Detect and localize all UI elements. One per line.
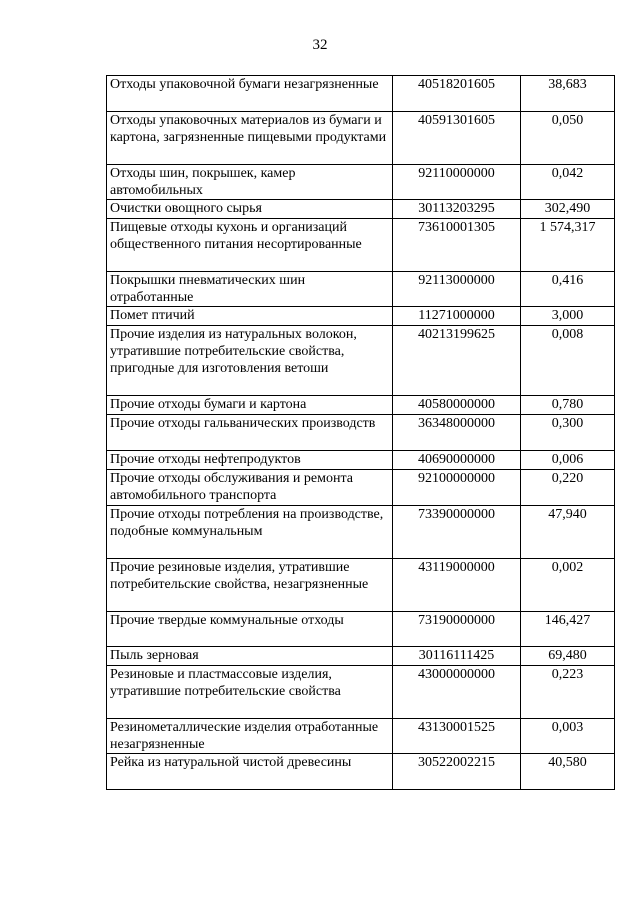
waste-qty-cell: 0,006 xyxy=(521,451,615,470)
waste-name-cell: Прочие твердые коммунальные отходы xyxy=(107,612,393,647)
waste-code-cell: 30113203295 xyxy=(393,200,521,219)
table-row xyxy=(107,76,615,112)
waste-name-cell: Пыль зерновая xyxy=(107,647,393,666)
waste-code-cell: 43119000000 xyxy=(393,559,521,612)
table-row xyxy=(107,451,615,470)
waste-qty-cell: 0,008 xyxy=(521,326,615,396)
waste-qty-cell: 3,000 xyxy=(521,307,615,326)
waste-name-cell: Резиновые и пластмассовые изделия, утратившие потребительские свойства xyxy=(107,666,393,719)
table-row xyxy=(107,666,615,719)
table-row xyxy=(107,754,615,790)
waste-code-cell: 30522002215 xyxy=(393,754,521,790)
table-row xyxy=(107,272,615,307)
waste-code-cell: 92100000000 xyxy=(393,470,521,506)
waste-qty-cell: 0,220 xyxy=(521,470,615,506)
waste-name-cell: Прочие отходы обслуживания и ремонта автомобильного транспорта xyxy=(107,470,393,506)
table-row xyxy=(107,396,615,415)
waste-name-cell: Прочие отходы нефтепродуктов xyxy=(107,451,393,470)
waste-code-cell: 43130001525 xyxy=(393,719,521,754)
table-row xyxy=(107,112,615,165)
waste-qty-cell: 47,940 xyxy=(521,506,615,559)
waste-name-cell: Очистки овощного сырья xyxy=(107,200,393,219)
waste-name-cell: Прочие отходы потребления на производстве, подобные коммунальным xyxy=(107,506,393,559)
waste-qty-cell: 0,050 xyxy=(521,112,615,165)
waste-name-cell: Прочие отходы бумаги и картона xyxy=(107,396,393,415)
waste-qty-cell: 0,042 xyxy=(521,165,615,200)
waste-name-cell: Отходы упаковочных материалов из бумаги и картона, загрязненные пищевыми продуктами xyxy=(107,112,393,165)
waste-qty-cell: 0,223 xyxy=(521,666,615,719)
table-row xyxy=(107,165,615,200)
waste-code-cell: 43000000000 xyxy=(393,666,521,719)
waste-name-cell: Прочие отходы гальванических производств xyxy=(107,415,393,451)
waste-code-cell: 36348000000 xyxy=(393,415,521,451)
table-row xyxy=(107,506,615,559)
table-row xyxy=(107,307,615,326)
page-number: 32 xyxy=(312,37,328,53)
table-row xyxy=(107,415,615,451)
waste-code-cell: 40690000000 xyxy=(393,451,521,470)
waste-code-cell: 30116111425 xyxy=(393,647,521,666)
waste-name-cell: Рейка из натуральной чистой древесины xyxy=(107,754,393,790)
waste-name-cell: Прочие резиновые изделия, утратившие потребительские свойства, незагрязненные xyxy=(107,559,393,612)
table-row xyxy=(107,559,615,612)
waste-qty-cell: 302,490 xyxy=(521,200,615,219)
waste-name-cell: Резинометаллические изделия отработанные незагрязненные xyxy=(107,719,393,754)
waste-qty-cell: 0,416 xyxy=(521,272,615,307)
waste-qty-cell: 1 574,317 xyxy=(521,219,615,272)
waste-code-cell: 40518201605 xyxy=(393,76,521,112)
waste-name-cell: Отходы упаковочной бумаги незагрязненные xyxy=(107,76,393,112)
waste-qty-cell: 38,683 xyxy=(521,76,615,112)
waste-name-cell: Покрышки пневматических шин отработанные xyxy=(107,272,393,307)
waste-name-cell: Отходы шин, покрышек, камер автомобильных xyxy=(107,165,393,200)
waste-table xyxy=(106,75,615,790)
waste-code-cell: 40213199625 xyxy=(393,326,521,396)
waste-name-cell: Пищевые отходы кухонь и организаций общественного питания несортированные xyxy=(107,219,393,272)
waste-code-cell: 40591301605 xyxy=(393,112,521,165)
table-row xyxy=(107,647,615,666)
table-row xyxy=(107,719,615,754)
waste-code-cell: 92113000000 xyxy=(393,272,521,307)
waste-qty-cell: 0,300 xyxy=(521,415,615,451)
waste-name-cell: Прочие изделия из натуральных волокон, утратившие потребительские свойства, пригодные для изготовления ветоши xyxy=(107,326,393,396)
waste-qty-cell: 69,480 xyxy=(521,647,615,666)
waste-qty-cell: 40,580 xyxy=(521,754,615,790)
waste-code-cell: 11271000000 xyxy=(393,307,521,326)
table-row xyxy=(107,200,615,219)
waste-code-cell: 92110000000 xyxy=(393,165,521,200)
waste-code-cell: 73190000000 xyxy=(393,612,521,647)
waste-qty-cell: 0,002 xyxy=(521,559,615,612)
waste-qty-cell: 0,003 xyxy=(521,719,615,754)
waste-code-cell: 73390000000 xyxy=(393,506,521,559)
table-row xyxy=(107,219,615,272)
waste-code-cell: 73610001305 xyxy=(393,219,521,272)
table-row xyxy=(107,612,615,647)
waste-qty-cell: 0,780 xyxy=(521,396,615,415)
table-row xyxy=(107,326,615,396)
waste-qty-cell: 146,427 xyxy=(521,612,615,647)
waste-code-cell: 40580000000 xyxy=(393,396,521,415)
waste-name-cell: Помет птичий xyxy=(107,307,393,326)
table-row xyxy=(107,470,615,506)
